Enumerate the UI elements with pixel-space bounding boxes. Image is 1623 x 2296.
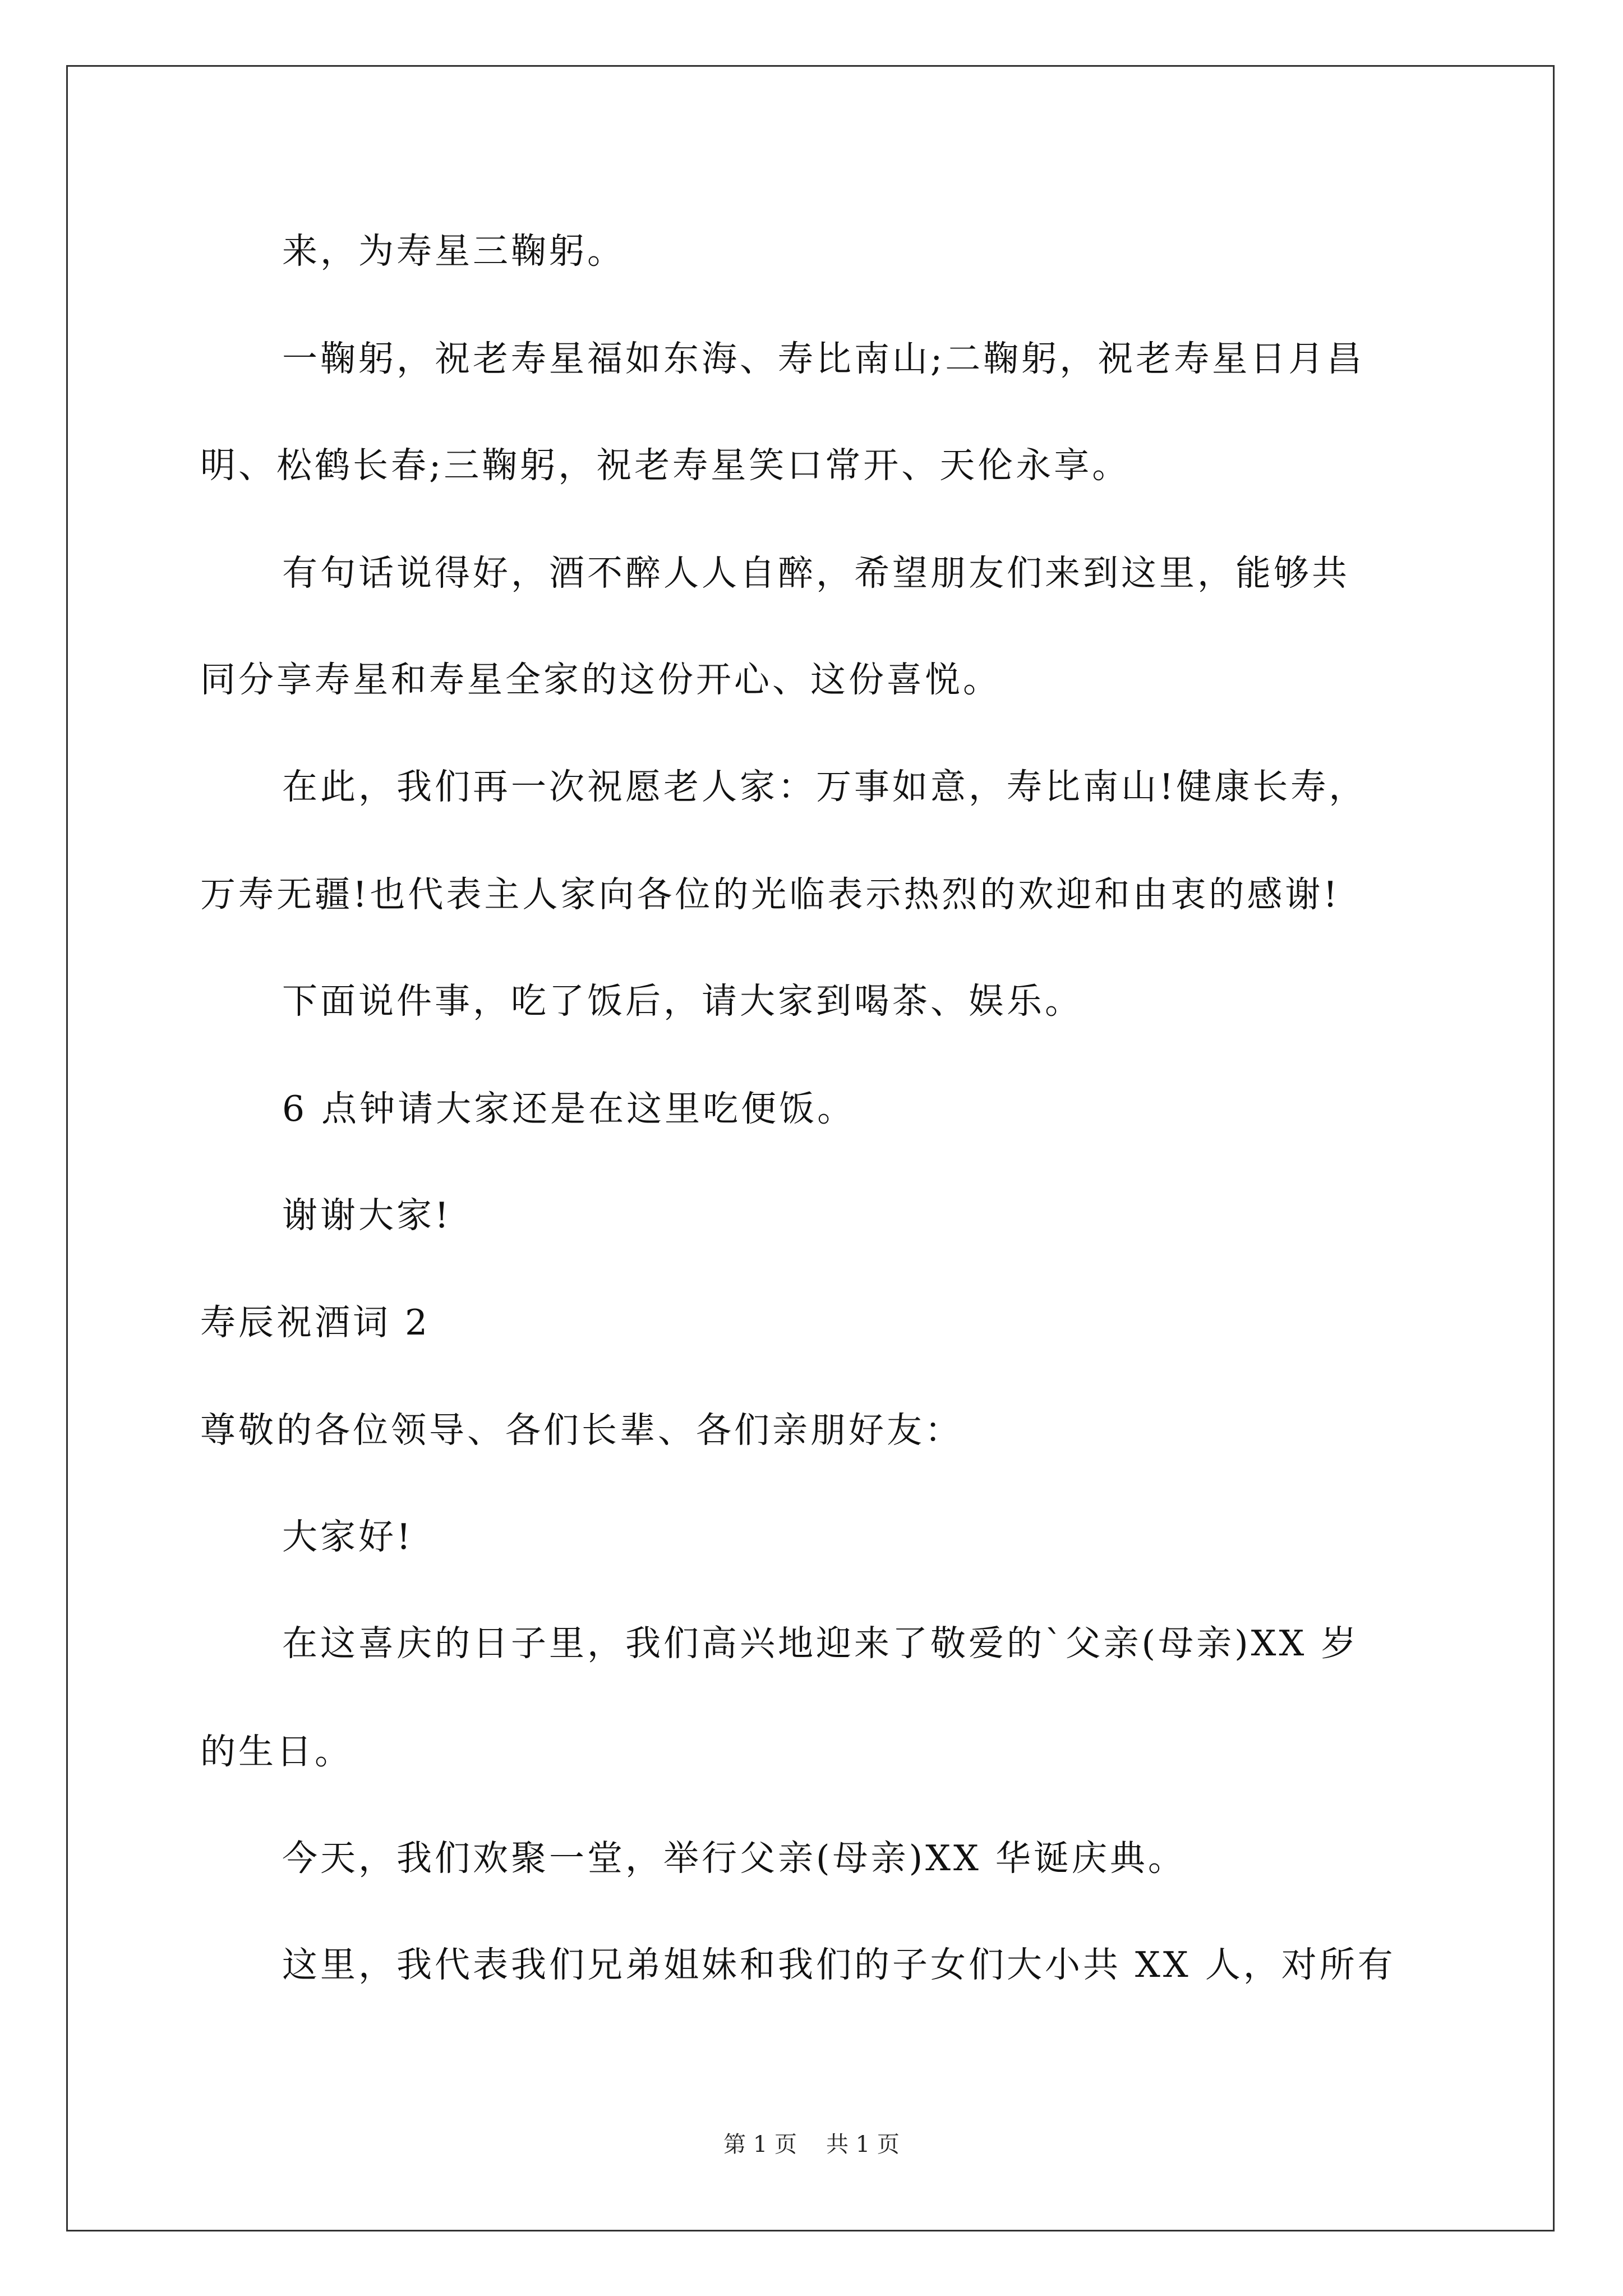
salutation-line: 尊敬的各位领导、各们长辈、各们亲朋好友： xyxy=(200,1410,963,1451)
page-border xyxy=(66,65,1555,2231)
paragraph-line: 的生日。 xyxy=(200,1731,353,1772)
paragraph-line: 这里，我代表我们兄弟姐妹和我们的子女们大小共 XX 人，对所有 xyxy=(282,1944,1396,1985)
section-heading: 寿辰祝酒词 2 xyxy=(200,1302,431,1343)
paragraph-line: 在此，我们再一次祝愿老人家：万事如意，寿比南山!健康长寿， xyxy=(282,766,1367,807)
paragraph-line: 大家好! xyxy=(282,1516,414,1557)
paragraph-line: 下面说件事，吃了饭后，请大家到喝茶、娱乐。 xyxy=(282,981,1083,1022)
page-footer xyxy=(0,2129,1623,2160)
page-number: 第 1 页 xyxy=(723,2132,797,2157)
paragraph-line: 来，为寿星三鞠躬。 xyxy=(282,231,625,272)
paragraph-line: 同分享寿星和寿星全家的这份开心、这份喜悦。 xyxy=(200,659,1001,700)
paragraph-line: 今天，我们欢聚一堂，举行父亲(母亲)XX 华诞庆典。 xyxy=(282,1838,1186,1879)
paragraph-line: 明、松鹤长春;三鞠躬，祝老寿星笑口常开、天伦永享。 xyxy=(200,445,1131,486)
paragraph-line: 万寿无疆!也代表主人家向各位的光临表示热烈的欢迎和由衷的感谢! xyxy=(200,874,1340,915)
paragraph-line: 谢谢大家! xyxy=(282,1195,452,1236)
page-total: 共 1 页 xyxy=(826,2132,900,2157)
paragraph-line: 有句话说得好，酒不醉人人自醉，希望朋友们来到这里，能够共 xyxy=(282,553,1350,593)
paragraph-line: 6 点钟请大家还是在这里吃便饭。 xyxy=(282,1088,856,1129)
paragraph-line: 一鞠躬，祝老寿星福如东海、寿比南山;二鞠躬，祝老寿星日月昌 xyxy=(282,338,1365,379)
paragraph-line: 在这喜庆的日子里，我们高兴地迎来了敬爱的`父亲(母亲)XX 岁 xyxy=(282,1623,1359,1664)
